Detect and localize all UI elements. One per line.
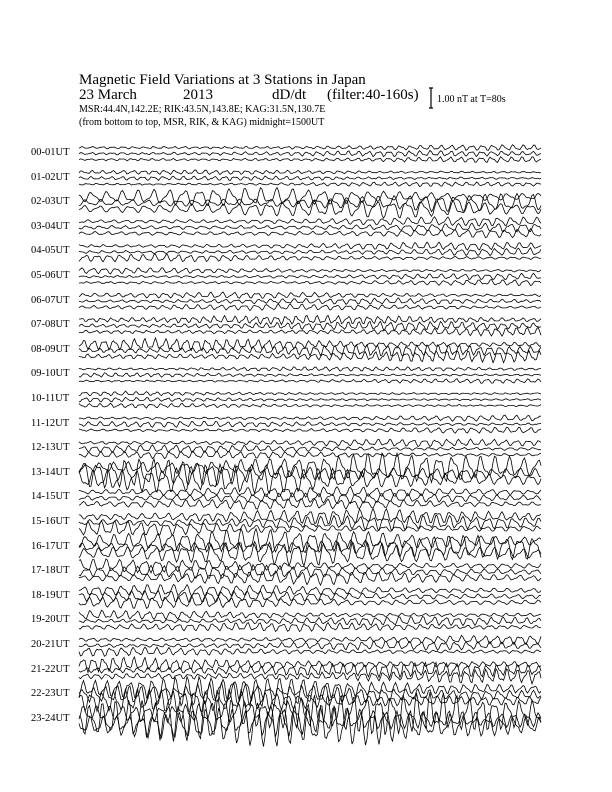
hour-label-17-18UT: 17-18UT [31, 565, 70, 577]
trace-03-04UT-RIK [79, 223, 541, 232]
hour-label-21-22UT: 21-22UT [31, 663, 70, 675]
scale-bar-label: 1.00 nT at T=80s [437, 94, 506, 105]
trace-08-09UT-KAG [79, 338, 541, 351]
trace-06-07UT-KAG [79, 292, 541, 298]
trace-11-12UT-MSR [79, 427, 541, 433]
trace-09-10UT-MSR [79, 379, 541, 384]
hour-label-10-11UT: 10-11UT [31, 393, 70, 404]
trace-08-09UT-MSR [79, 351, 541, 363]
trace-18-19UT-RIK [79, 591, 541, 603]
hour-label-02-03UT: 02-03UT [31, 196, 70, 208]
trace-10-11UT-RIK [79, 397, 541, 402]
hour-label-18-19UT: 18-19UT [31, 589, 70, 601]
hour-label-04-05UT: 04-05UT [31, 245, 70, 257]
hour-label-09-10UT: 09-10UT [31, 368, 70, 380]
hour-label-01-02UT: 01-02UT [31, 171, 70, 183]
hour-label-19-20UT: 19-20UT [31, 614, 70, 626]
trace-09-10UT-KAG [79, 367, 541, 371]
trace-02-03UT-KAG [79, 188, 541, 206]
trace-07-08UT-MSR [79, 327, 541, 336]
quantity-label: dD/dt [272, 87, 307, 103]
filter-label: (filter:40-160s) [327, 87, 419, 103]
trace-16-17UT-MSR [79, 542, 541, 566]
trace-05-06UT-MSR [79, 279, 541, 285]
trace-19-20UT-MSR [79, 623, 541, 632]
hour-label-20-21UT: 20-21UT [31, 639, 70, 650]
trace-17-18UT-MSR [79, 571, 541, 585]
trace-00-01UT-MSR [79, 157, 541, 163]
hour-label-13-14UT: 13-14UT [31, 466, 70, 478]
trace-12-13UT-KAG [79, 439, 541, 447]
hour-label-15-16UT: 15-16UT [31, 516, 70, 527]
stations-info: MSR:44.4N,142.2E; RIK:43.5N,143.8E; KAG:31.5N,130.7E [79, 104, 326, 115]
hour-label-00-01UT: 00-01UT [31, 147, 70, 158]
trace-18-19UT-MSR [79, 596, 541, 608]
trace-01-02UT-RIK [79, 176, 541, 180]
trace-03-04UT-MSR [79, 229, 541, 238]
hour-label-08-09UT: 08-09UT [31, 343, 70, 355]
hour-label-03-04UT: 03-04UT [31, 220, 70, 232]
trace-19-20UT-RIK [79, 616, 541, 625]
hour-label-12-13UT: 12-13UT [31, 442, 70, 454]
trace-16-17UT-KAG [79, 529, 541, 553]
trace-00-01UT-KAG [79, 145, 541, 151]
hour-label-07-08UT: 07-08UT [31, 319, 70, 331]
trace-17-18UT-RIK [79, 565, 541, 579]
trace-13-14UT-RIK [79, 459, 541, 488]
hour-label-14-15UT: 14-15UT [31, 491, 70, 503]
hour-label-05-06UT: 05-06UT [31, 270, 70, 281]
trace-01-02UT-MSR [79, 182, 541, 186]
trace-15-16UT-MSR [79, 521, 541, 536]
trace-09-10UT-RIK [79, 373, 541, 377]
trace-20-21UT-RIK [79, 641, 541, 650]
hour-label-16-17UT: 16-17UT [31, 540, 70, 552]
year-label: 2013 [183, 87, 213, 103]
trace-05-06UT-KAG [79, 268, 541, 274]
trace-20-21UT-KAG [79, 635, 541, 644]
scale-bar [429, 88, 433, 108]
hour-label-11-12UT: 11-12UT [31, 417, 70, 429]
trace-12-13UT-RIK [79, 445, 541, 452]
hour-label-06-07UT: 06-07UT [31, 294, 70, 306]
trace-01-02UT-KAG [79, 170, 541, 175]
trace-06-07UT-RIK [79, 298, 541, 305]
hour-label-22-23UT: 22-23UT [31, 688, 70, 700]
trace-14-15UT-RIK [79, 493, 541, 504]
trace-07-08UT-RIK [79, 321, 541, 330]
trace-12-13UT-MSR [79, 451, 541, 459]
trace-14-15UT-KAG [79, 487, 541, 498]
trace-22-23UT-KAG [79, 677, 541, 702]
date-label: 23 March [79, 87, 137, 103]
trace-10-11UT-KAG [79, 391, 541, 396]
station-order-note: (from bottom to top, MSR, RIK, & KAG) midnight=1500UT [79, 117, 325, 128]
trace-03-04UT-KAG [79, 217, 541, 226]
trace-11-12UT-KAG [79, 415, 541, 421]
trace-05-06UT-RIK [79, 273, 541, 279]
trace-04-05UT-MSR [79, 254, 541, 262]
trace-02-03UT-MSR [79, 200, 541, 218]
hour-label-23-24UT: 23-24UT [31, 712, 70, 724]
trace-10-11UT-MSR [79, 403, 541, 408]
trace-04-05UT-RIK [79, 248, 541, 256]
trace-04-05UT-KAG [79, 242, 541, 250]
trace-00-01UT-RIK [79, 150, 541, 156]
trace-06-07UT-MSR [79, 304, 541, 311]
trace-11-12UT-RIK [79, 421, 541, 427]
trace-19-20UT-KAG [79, 610, 541, 619]
trace-14-15UT-MSR [79, 499, 541, 510]
chart-title: Magnetic Field Variations at 3 Stations in Japan [79, 72, 366, 88]
